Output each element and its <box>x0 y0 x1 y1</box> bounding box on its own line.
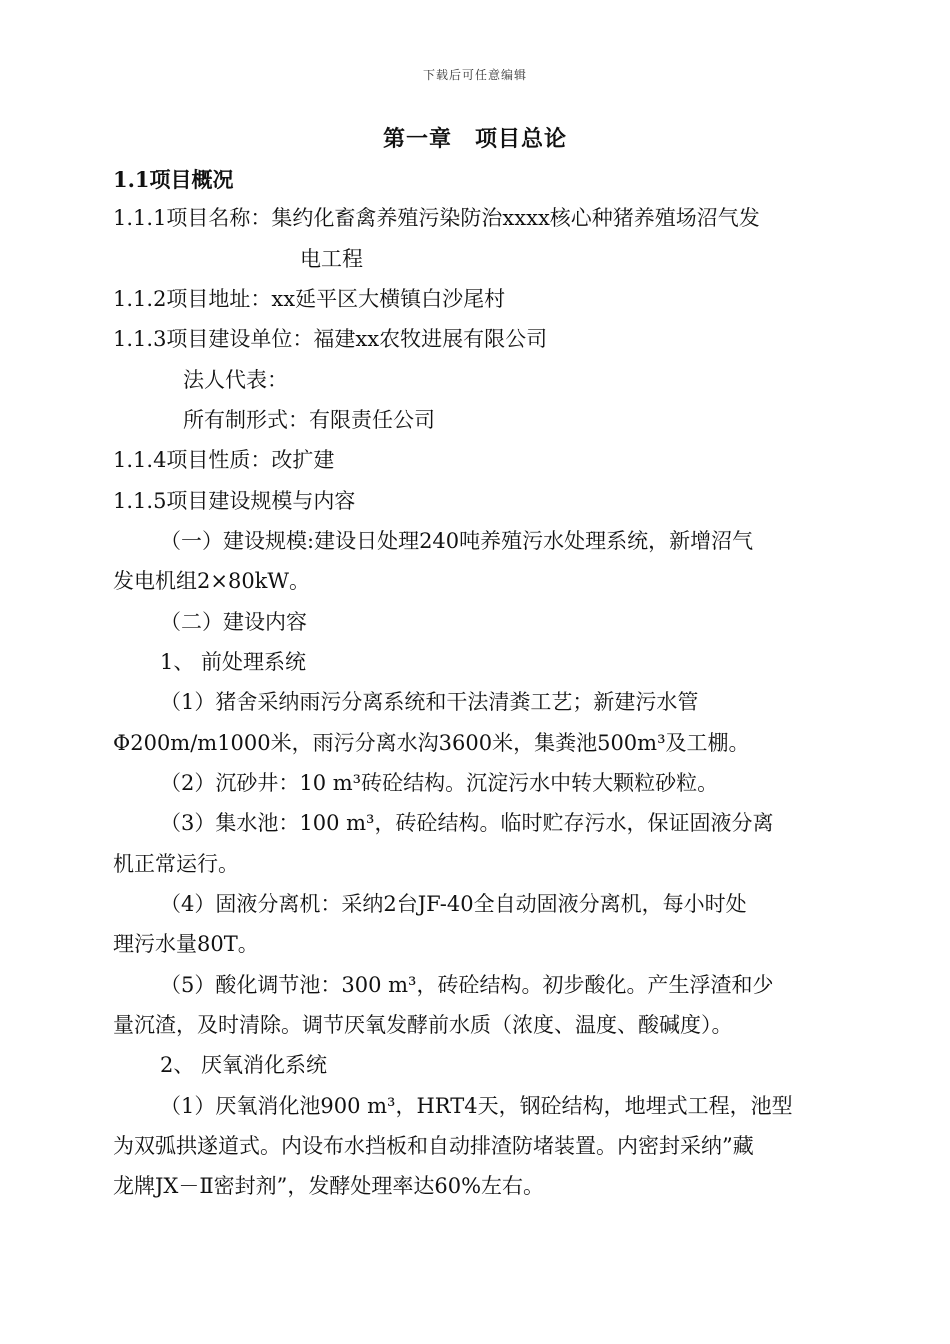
paragraph-anaerobic-item-1-cont: 为双弧拱遂道式。内设布水挡板和自动排渣防堵装置。内密封采纳”藏 <box>113 1134 754 1158</box>
item-1-1-4-project-nature: 1.1.4项目性质：改扩建 <box>113 448 335 472</box>
paragraph-item-3: （3）集水池：100 m³，砖砼结构。临时贮存污水，保证固液分离 <box>160 811 774 835</box>
subheading-construction-content: （二）建设内容 <box>160 610 307 634</box>
item-1-1-1-project-name-cont: 电工程 <box>300 247 363 271</box>
item-1-1-3-construction-unit: 1.1.3项目建设单位：福建xx农牧进展有限公司 <box>113 327 548 351</box>
paragraph-item-1-cont: Φ200m/m1000米，雨污分离水沟3600米，集粪池500m³及工棚。 <box>113 731 750 755</box>
item-1-1-2-project-address: 1.1.2项目地址：xx延平区大横镇白沙尾村 <box>113 287 506 311</box>
chapter-title: 第一章 项目总论 <box>382 126 567 152</box>
paragraph-anaerobic-item-1: （1）厌氧消化池900 m³，HRT4天，钢砼结构，地埋式工程，池型 <box>160 1094 793 1118</box>
paragraph-construction-scale: （一）建设规模:建设日处理240吨养殖污水处理系统，新增沼气 <box>160 529 754 553</box>
item-1-1-1-project-name: 1.1.1项目名称：集约化畜禽养殖污染防治xxxx核心种猪养殖场沼气发 <box>113 206 760 230</box>
paragraph-item-4: （4）固液分离机：采纳2台JF-40全自动固液分离机，每小时处 <box>160 892 747 916</box>
paragraph-construction-scale-cont: 发电机组2×80kW。 <box>113 569 310 593</box>
paragraph-item-4-cont: 理污水量80T。 <box>113 932 259 956</box>
page-header-note: 下载后可任意编辑 <box>422 68 527 82</box>
subheading-anaerobic-digestion-system: 2、 厌氧消化系统 <box>160 1053 328 1077</box>
section-heading: 1.1项目概况 <box>113 167 234 192</box>
paragraph-item-5: （5）酸化调节池：300 m³，砖砼结构。初步酸化。产生浮渣和少 <box>160 973 774 997</box>
ownership-form: 所有制形式：有限责任公司 <box>183 408 435 432</box>
paragraph-item-3-cont: 机正常运行。 <box>113 852 239 876</box>
subheading-pretreatment-system: 1、 前处理系统 <box>160 650 307 674</box>
paragraph-anaerobic-item-1-cont-2: 龙牌JX－Ⅱ密封剂”，发酵处理率达60%左右。 <box>113 1174 545 1198</box>
paragraph-item-1: （1）猪舍采纳雨污分离系统和干法清粪工艺；新建污水管 <box>160 690 699 714</box>
paragraph-item-5-cont: 量沉渣，及时清除。调节厌氧发酵前水质（浓度、温度、酸碱度）。 <box>113 1013 733 1037</box>
paragraph-item-2: （2）沉砂井：10 m³砖砼结构。沉淀污水中转大颗粒砂粒。 <box>160 771 719 795</box>
item-1-1-5-scale-and-content: 1.1.5项目建设规模与内容 <box>113 489 356 513</box>
legal-representative: 法人代表： <box>183 368 288 392</box>
